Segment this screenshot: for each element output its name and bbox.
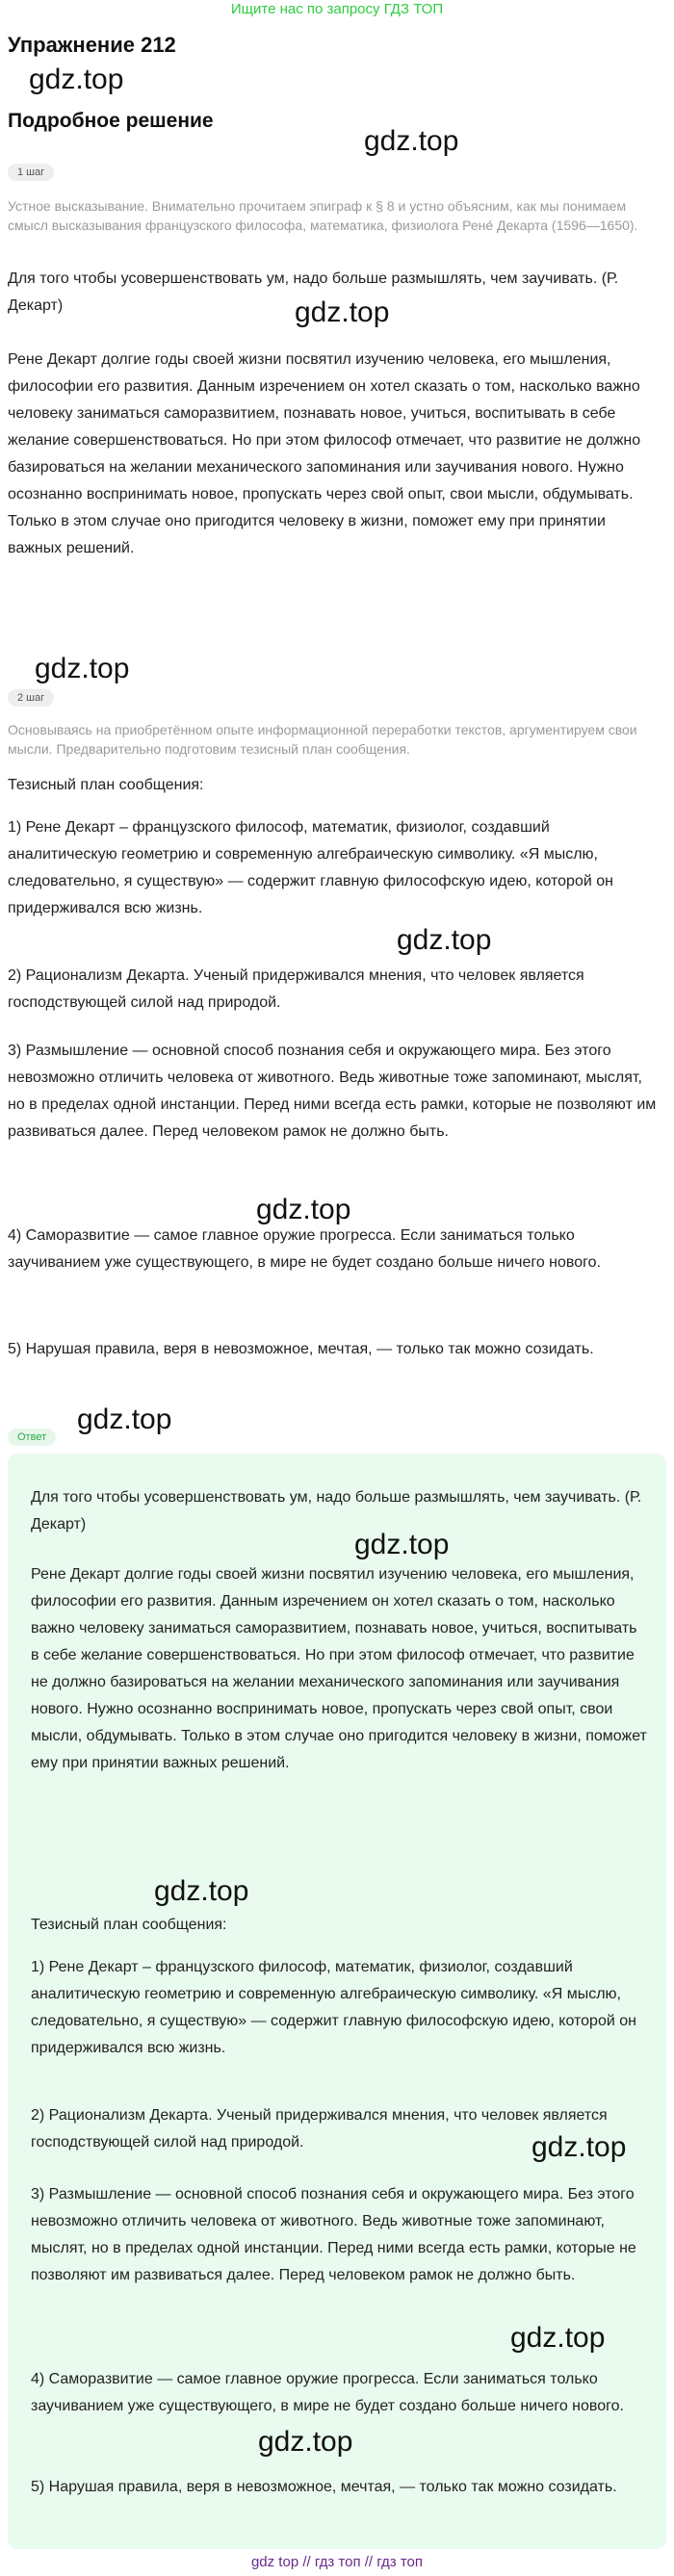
answer-plan-item: 3) Размышление — основной способ познания себя и окружающего мира. Без этого невозможно отличить человека от животного. Ведь животные тоже запоминают, мыслят, но в пределах одной инстанции. Перед ними всегда есть рамки, которые не позволяют им развиваться далее. Перед человеком рамок не должно быть. [31,2186,636,2283]
answer-plan-item: 4) Саморазвитие — самое главное оружие прогресса. Если заниматься только заучиванием уже существующего, в мире не будет создано больше ничего нового. [31,2371,624,2414]
watermark: gdz.top [154,1875,249,1907]
watermark: gdz.top [35,653,130,684]
watermark: gdz.top [29,64,124,95]
plan-title: Тезисный план сообщения: [8,777,204,793]
watermark: gdz.top [258,2426,353,2458]
explanation-paragraph: Рене Декарт долгие годы своей жизни посвятил изучению человека, его мышления, философии его развития. Данным изречением он хотел сказать о том, насколько важно человеку заниматься саморазвитием, познавать новое, учиться, воспитывать в себе желание совершенствоваться. Но при этом философ отмечает, что развитие не должно базироваться на желании механического запоминания или заучивания нового. Нужно осознанно воспринимать новое, пропускать через свой опыт, свои мысли, обдумывать. Только в этом случае оно пригодится человеку в жизни, поможет ему при принятии важных решений. [8,351,641,556]
watermark: gdz.top [531,2131,627,2163]
top-banner[interactable]: Ищите нас по запросу ГДЗ ТОП [230,1,444,17]
answer-plan-item: 1) Рене Декарт – французского философ, математик, физиолог, создавший аналитическую геометрию и современную алгебраическую символику. «Я мыслю, следовательно, я существую» — содержит главную философскую идею, которой он придерживался всю жизнь. [31,1959,636,2056]
plan-item: 2) Рационализм Декарта. Ученый придерживался мнения, что человек является господствующей силой над природой. [8,967,584,1011]
exercise-title: Упражнение 212 [8,33,176,57]
answer-explanation-paragraph: Рене Декарт долгие годы своей жизни посвятил изучению человека, его мышления, философии его развития. Данным изречением он хотел сказать о том, насколько важно человеку заниматься саморазвитием, познавать новое, учиться, воспитывать в себе желание совершенствоваться. Но при этом философ отмечает, что развитие не должно базироваться на желании механического запоминания или заучивания нового. Нужно осознанно воспринимать новое, пропускать через свой опыт, свои мысли, обдумывать. Только в этом случае оно пригодится человеку в жизни, поможет ему при принятии важных решений. [31,1566,647,1771]
answer-plan-item: 5) Нарушая правила, веря в невозможное, мечтая, — только так можно созидать. [31,2479,617,2495]
step-intro: Основываясь на приобретённом опыте информационной переработки текстов, аргументируем свои мысли. Предварительно подготовим тезисный план сообщения. [8,722,637,757]
watermark: gdz.top [364,125,459,157]
watermark: gdz.top [354,1529,450,1560]
watermark: gdz.top [256,1194,351,1225]
step-badge: 2 шаг [8,689,54,707]
footer-links[interactable]: gdz top // гдз топ // гдз топ [250,2554,424,2570]
plan-item: 3) Размышление — основной способ познания себя и окружающего мира. Без этого невозможно отличить человека от животного. Ведь животные тоже запоминают, мыслят, но в пределах одной инстанции. Перед ними всегда есть рамки, которые не позволяют им развиваться далее. Перед человеком рамок не должно быть. [8,1043,657,1140]
epigraph-paragraph: Для того чтобы усовершенствовать ум, надо больше размышлять, чем заучивать. (Р. Декарт) [8,270,619,314]
answer-epigraph-paragraph: Для того чтобы усовершенствовать ум, надо больше размышлять, чем заучивать. (Р. Декарт) [31,1489,642,1533]
watermark: gdz.top [510,2322,606,2354]
answer-badge: Ответ [8,1429,56,1446]
answer-plan-title: Тезисный план сообщения: [31,1917,227,1933]
plan-item: 4) Саморазвитие — самое главное оружие прогресса. Если заниматься только заучиванием уже существующего, в мире не будет создано больше ничего нового. [8,1227,601,1271]
watermark: gdz.top [77,1404,172,1435]
plan-item: 5) Нарушая правила, веря в невозможное, мечтая, — только так можно созидать. [8,1341,594,1357]
watermark: gdz.top [295,296,390,328]
step-badge: 1 шаг [8,164,54,181]
plan-item: 1) Рене Декарт – французского философ, математик, физиолог, создавший аналитическую геометрию и современную алгебраическую символику. «Я мыслю, следовательно, я существую» — содержит главную философскую идею, которой он придерживался всю жизнь. [8,819,613,916]
step-intro: Устное высказывание. Внимательно прочитаем эпиграф к § 8 и устно объясним, как мы понимаем смысл высказывания французского философа, математика, физиолога Рене́ Декарта (1596—1650). [8,198,638,233]
section-title: Подробное решение [8,110,214,132]
watermark: gdz.top [397,924,492,956]
answer-plan-item: 2) Рационализм Декарта. Ученый придерживался мнения, что человек является господствующей силой над природой. [31,2107,608,2151]
